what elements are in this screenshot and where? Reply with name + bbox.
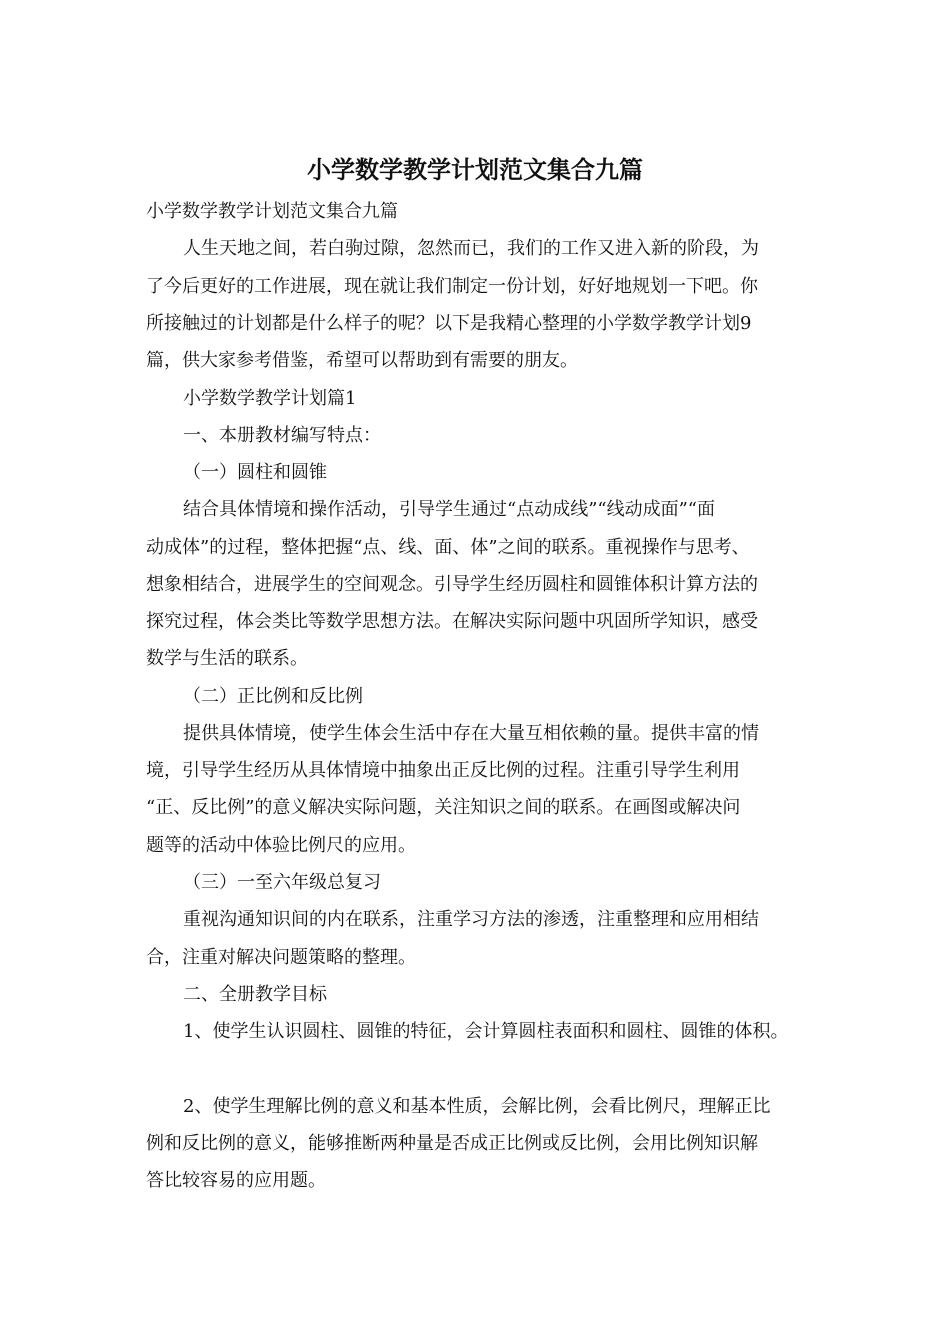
- intro-line-3: 所接触过的计划都是什么样子的呢？以下是我精心整理的小学数学教学计划9: [146, 313, 752, 334]
- paragraph-1-line-4: 探究过程，体会类比等数学思想方法。在解决实际问题中巩固所学知识，感受: [146, 611, 758, 632]
- paragraph-2-line-2: 境，引导学生经历从具体情境中抽象出正反比例的过程。注重引导学生利用: [146, 760, 740, 781]
- part-heading-2: 二、全册教学目标: [183, 984, 327, 1005]
- subtitle-line: 小学数学教学计划范文集合九篇: [146, 201, 398, 222]
- intro-line-2: 了今后更好的工作进展，现在就让我们制定一份计划，好好地规划一下吧。你: [146, 276, 758, 297]
- sub-heading-1: （一）圆柱和圆锥: [183, 462, 327, 483]
- intro-line-1: 人生天地之间，若白驹过隙，忽然而已，我们的工作又进入新的阶段，为: [183, 238, 759, 259]
- paragraph-2-line-1: 提供具体情境，使学生体会生活中存在大量互相依赖的量。提供丰富的情: [183, 723, 759, 744]
- paragraph-2-line-4: 题等的活动中体验比例尺的应用。: [146, 835, 416, 856]
- part-heading-1: 一、本册教材编写特点：: [183, 425, 381, 446]
- goal-item-2-line-2: 例和反比例的意义，能够推断两种量是否成正比例或反比例，会用比例知识解: [146, 1133, 758, 1154]
- paragraph-1-line-3: 想象相结合，进展学生的空间观念。引导学生经历圆柱和圆锥体积计算方法的: [146, 574, 758, 595]
- intro-line-4: 篇，供大家参考借鉴，希望可以帮助到有需要的朋友。: [146, 350, 578, 371]
- paragraph-3-line-1: 重视沟通知识间的内在联系，注重学习方法的渗透，注重整理和应用相结: [183, 909, 759, 930]
- goal-item-2-line-1: 2、使学生理解比例的意义和基本性质，会解比例，会看比例尺，理解正比: [183, 1096, 771, 1117]
- paragraph-1-line-5: 数学与生活的联系。: [146, 648, 308, 669]
- sub-heading-3: （三）一至六年级总复习: [183, 872, 381, 893]
- paragraph-2-line-3: “正、反比例”的意义解决实际问题，关注知识之间的联系。在画图或解决问: [146, 797, 741, 818]
- paragraph-1-line-2: 动成体”的过程，整体把握“点、线、面、体”之间的联系。重视操作与思考、: [146, 537, 750, 558]
- paragraph-3-line-2: 合，注重对解决问题策略的整理。: [146, 947, 416, 968]
- sub-heading-2: （二）正比例和反比例: [183, 686, 363, 707]
- goal-item-2-line-3: 答比较容易的应用题。: [146, 1170, 326, 1191]
- paragraph-1-line-1: 结合具体情境和操作活动，引导学生通过“点动成线”“线动成面”“面: [183, 499, 716, 520]
- section-heading: 小学数学教学计划篇1: [183, 388, 357, 409]
- goal-item-1: 1、使学生认识圆柱、圆锥的特征，会计算圆柱表面积和圆柱、圆锥的体积。: [183, 1021, 789, 1042]
- document-title: 小学数学教学计划范文集合九篇: [307, 156, 643, 184]
